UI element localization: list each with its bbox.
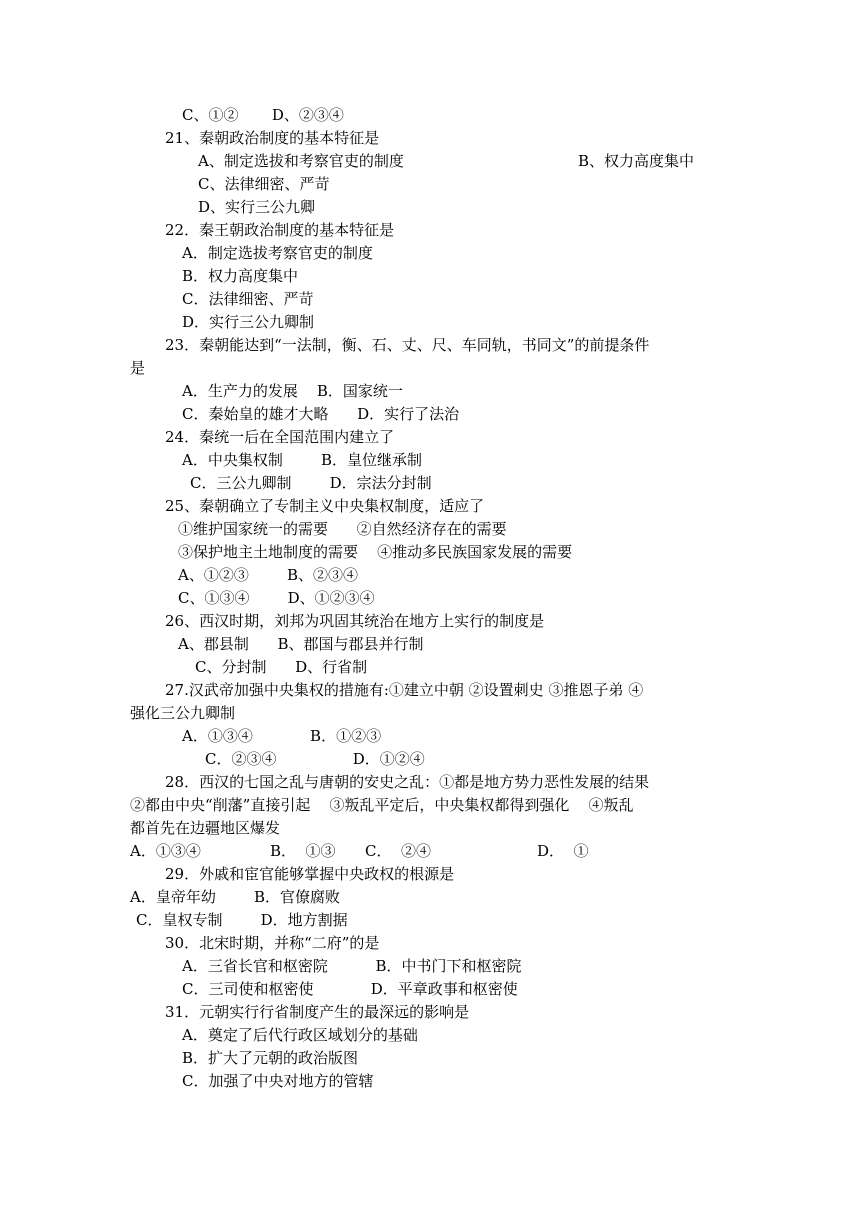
- q24-options-cd: C．三公九卿制 D．宗法分封制: [190, 474, 432, 492]
- q25-options-ab: A、①②③ B、②③④: [178, 566, 359, 584]
- q21-option-b: B、权力高度集中: [578, 152, 695, 170]
- q22-question: 22．秦王朝政治制度的基本特征是: [165, 221, 395, 239]
- q23-question-cont: 是: [130, 359, 146, 377]
- q26-question: 26、西汉时期，刘邦为巩固其统治在地方上实行的制度是: [165, 612, 545, 630]
- q30-question: 30．北宋时期，并称“二府”的是: [165, 934, 380, 952]
- q27-options-ab: A．①③④ B．①②③: [182, 727, 382, 745]
- q25-statements-12: ①维护国家统一的需要 ②自然经济存在的需要: [178, 520, 507, 538]
- q28-option-d: D． ①: [537, 842, 589, 860]
- q21-option-d: D、实行三公九卿: [198, 198, 316, 216]
- q23-options-cd: C．秦始皇的雄才大略 D．实行了法治: [182, 405, 460, 423]
- q20-options-cd: C、①② D、②③④: [182, 106, 344, 124]
- q25-statements-34: ③保护地主土地制度的需要 ④推动多民族国家发展的需要: [178, 543, 573, 561]
- q26-options-cd: C、分封制 D、行省制: [195, 658, 368, 676]
- q28-question: 28．西汉的七国之乱与唐朝的安史之乱：①都是地方势力恶性发展的结果: [165, 773, 650, 791]
- q30-options-ab: A．三省长官和枢密院 B．中书门下和枢密院: [182, 957, 522, 975]
- q27-options-cd: C．②③④ D．①②④: [205, 750, 425, 768]
- q29-options-cd: C．皇权专制 D．地方割据: [136, 911, 348, 929]
- q29-question: 29．外戚和宦官能够掌握中央政权的根源是: [165, 865, 455, 883]
- q31-option-a: A．奠定了后代行政区域划分的基础: [182, 1026, 418, 1044]
- q23-question: 23．秦朝能达到“一法制，衡、石、丈、尺、车同轨，书同文”的前提条件: [165, 336, 650, 354]
- q21-option-c: C、法律细密、严苛: [198, 175, 330, 193]
- q25-question: 25、秦朝确立了专制主义中央集权制度，适应了: [165, 497, 485, 515]
- q21-option-a: A、制定选拔和考察官吏的制度: [198, 152, 404, 170]
- q25-options-cd: C、①③④ D、①②③④: [178, 589, 375, 607]
- q27-question-cont: 强化三公九卿制: [130, 704, 236, 722]
- q30-options-cd: C．三司使和枢密使 D．平章政事和枢密使: [182, 980, 518, 998]
- q22-option-d: D．实行三公九卿制: [182, 313, 315, 331]
- q24-options-ab: A．中央集权制 B．皇位继承制: [182, 451, 423, 469]
- q31-option-b: B．扩大了元朝的政治版图: [182, 1049, 359, 1067]
- q31-option-c: C．加强了中央对地方的管辖: [182, 1072, 374, 1090]
- q28-option-c: C． ②④: [365, 842, 432, 860]
- q29-options-ab: A．皇帝年幼 B．官僚腐败: [130, 888, 341, 906]
- q28-question-end: 都首先在边疆地区爆发: [130, 819, 281, 837]
- q28-option-b: B． ①③: [270, 842, 336, 860]
- q21-question: 21、秦朝政治制度的基本特征是: [165, 129, 380, 147]
- q27-question: 27.汉武帝加强中央集权的措施有:①建立中朝 ②设置刺史 ③推恩子弟 ④: [165, 681, 644, 699]
- q26-options-ab: A、郡县制 B、郡国与郡县并行制: [178, 635, 424, 653]
- q24-question: 24．秦统一后在全国范围内建立了: [165, 428, 395, 446]
- q28-option-a: A．①③④: [130, 842, 201, 860]
- q22-option-c: C．法律细密、严苛: [182, 290, 314, 308]
- q23-options-ab: A．生产力的发展 B．国家统一: [182, 382, 403, 400]
- q31-question: 31．元朝实行行省制度产生的最深远的影响是: [165, 1003, 470, 1021]
- q22-option-b: B．权力高度集中: [182, 267, 299, 285]
- q28-question-cont: ②都由中央“削藩”直接引起 ③叛乱平定后，中央集权都得到强化 ④叛乱: [130, 796, 634, 814]
- q22-option-a: A．制定选拔考察官吏的制度: [182, 244, 373, 262]
